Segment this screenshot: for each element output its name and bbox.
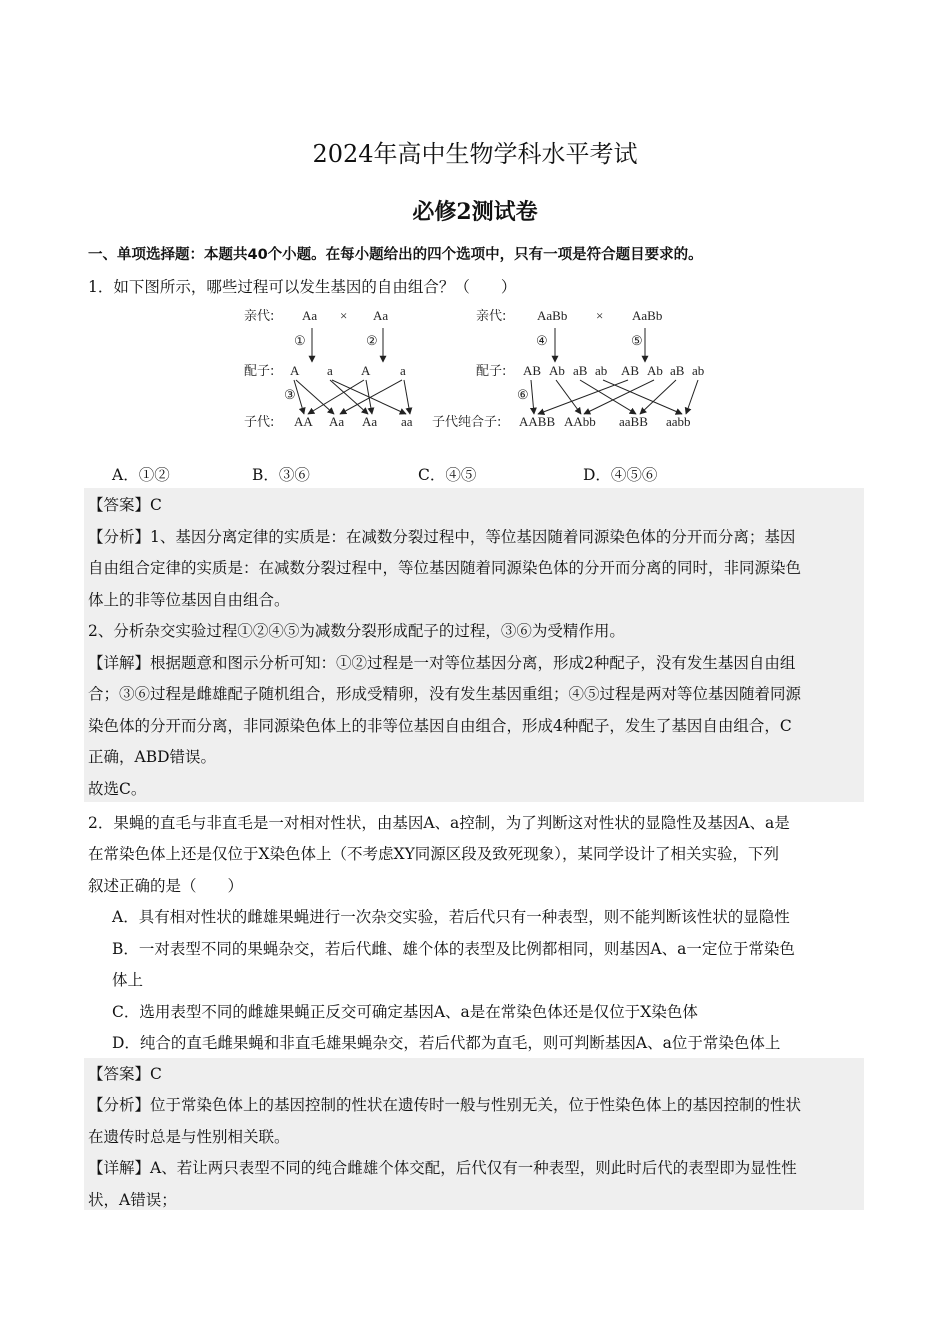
left-parent-1: Aa [302, 308, 318, 323]
right-parent-2: AaBb [632, 308, 663, 323]
q2-option-c: C．选用表型不同的雌雄果蝇正反交可确定基因A、a是在常染色体还是仅位于X染色体 [112, 1003, 698, 1021]
q1-option-a: A．①② [112, 466, 170, 484]
left-arrows [294, 328, 410, 414]
right-cross-sign: × [596, 308, 604, 323]
left-gamete-4: a [400, 363, 406, 378]
right-offspring-1: AABB [519, 414, 556, 429]
right-gamete-3: aB [573, 363, 588, 378]
left-offspring-2: Aa [329, 414, 345, 429]
q1-analysis-line: 【分析】1、基因分离定律的实质是：在减数分裂过程中，等位基因随着同源染色体的分开而分离；基因 [88, 528, 796, 546]
left-gamete-3: A [361, 363, 371, 378]
left-parent-2: Aa [373, 308, 389, 323]
q2-stem-line: 在常染色体上还是仅位于X染色体上（不考虑XY同源区段及致死现象），某同学设计了相关实验，下列 [88, 845, 780, 863]
q2-option-b-cont: 体上 [112, 971, 144, 989]
step-1-label: ① [294, 333, 306, 348]
q2-stem-line: 叙述正确的是（ ） [88, 877, 244, 895]
right-gamete-4: ab [595, 363, 608, 378]
genetics-cross-diagram [236, 300, 716, 440]
step-5-label: ⑤ [631, 333, 643, 348]
q1-detail-line: 正确，ABD错误。 [88, 748, 217, 766]
right-gamete-6: Ab [647, 363, 663, 378]
section-heading: 一、单项选择题：本题共40个小题。在每小题给出的四个选项中，只有一项是符合题目要求的。 [88, 247, 703, 263]
q2-option-b: B．一对表型不同的果蝇杂交，若后代雌、雄个体的表型及比例都相同，则基因A、a一定位于常染色 [112, 940, 795, 958]
right-offspring-label: 子代纯合子: [432, 415, 502, 430]
q1-detail-line: 合；③⑥过程是雌雄配子随机组合，形成受精卵，没有发生基因重组；④⑤过程是两对等位基因随着同源 [88, 685, 802, 703]
q2-stem-line: 2．果蝇的直毛与非直毛是一对相对性状，由基因A、a控制，为了判断这对性状的显隐性及基因A、a是 [88, 814, 790, 832]
left-gamete-label: 配子: [244, 364, 275, 379]
q2-analysis-line: 在遗传时总是与性别相关联。 [88, 1128, 290, 1146]
right-gamete-5: AB [621, 363, 640, 378]
page-title: 2024年高中生物学科水平考试 [312, 140, 638, 168]
q2-option-d: D．纯合的直毛雌果蝇和非直毛雄果蝇杂交，若后代都为直毛，则可判断基因A、a位于常染色体上 [112, 1034, 781, 1052]
right-offspring-2: AAbb [564, 414, 596, 429]
q1-analysis-line: 体上的非等位基因自由组合。 [88, 591, 290, 609]
q1-option-d: D．④⑤⑥ [583, 466, 658, 484]
left-gamete-2: a [327, 363, 333, 378]
right-gamete-label: 配子: [476, 364, 507, 379]
left-offspring-1: AA [294, 414, 313, 429]
q2-answer: 【答案】C [88, 1065, 162, 1083]
left-gamete-1: A [290, 363, 300, 378]
step-3-label: ③ [284, 387, 296, 402]
right-offspring-3: aaBB [619, 414, 648, 429]
right-gamete-8: ab [692, 363, 705, 378]
q1-conclusion: 故选C。 [88, 780, 147, 798]
right-gamete-2: Ab [549, 363, 565, 378]
left-cross-sign: × [340, 308, 348, 323]
q1-option-c: C．④⑤ [418, 466, 477, 484]
q1-stem: 1．如下图所示，哪些过程可以发生基因的自由组合？（ ） [88, 278, 517, 296]
q2-detail-line: 【详解】A、若让两只表型不同的纯合雌雄个体交配，后代仅有一种表型，则此时后代的表型即为显性性 [88, 1159, 797, 1177]
left-parent-label: 亲代: [244, 309, 275, 324]
q2-option-a: A．具有相对性状的雌雄果蝇进行一次杂交实验，若后代只有一种表型，则不能判断该性状的显隐性 [112, 908, 790, 926]
right-gamete-1: AB [523, 363, 542, 378]
right-parent-1: AaBb [537, 308, 568, 323]
q1-answer: 【答案】C [88, 496, 162, 514]
left-offspring-4: aa [401, 414, 413, 429]
q1-analysis-line: 2、分析杂交实验过程①②④⑤为减数分裂形成配子的过程，③⑥为受精作用。 [88, 622, 625, 640]
left-offspring-3: Aa [362, 414, 378, 429]
step-6-label: ⑥ [517, 387, 529, 402]
q2-detail-line: 状，A错误； [88, 1191, 177, 1209]
right-offspring-4: aabb [666, 414, 691, 429]
left-offspring-label: 子代: [244, 415, 275, 430]
step-4-label: ④ [536, 333, 548, 348]
q1-detail-line: 【详解】根据题意和图示分析可知：①②过程是一对等位基因分离，形成2种配子，没有发生基因自由组 [88, 654, 796, 672]
right-parent-label: 亲代: [476, 309, 507, 324]
page-subtitle: 必修2测试卷 [412, 199, 538, 225]
q1-analysis-line: 自由组合定律的实质是：在减数分裂过程中，等位基因随着同源染色体的分开而分离的同时，非同源染色 [88, 559, 802, 577]
q1-detail-line: 染色体的分开而分离，非同源染色体上的非等位基因自由组合，形成4种配子，发生了基因自由组合，C [88, 717, 792, 735]
q1-option-b: B．③⑥ [252, 466, 310, 484]
right-gamete-7: aB [670, 363, 685, 378]
step-2-label: ② [366, 333, 378, 348]
q2-analysis-line: 【分析】位于常染色体上的基因控制的性状在遗传时一般与性别无关，位于性染色体上的基因控制的性状 [88, 1096, 802, 1114]
